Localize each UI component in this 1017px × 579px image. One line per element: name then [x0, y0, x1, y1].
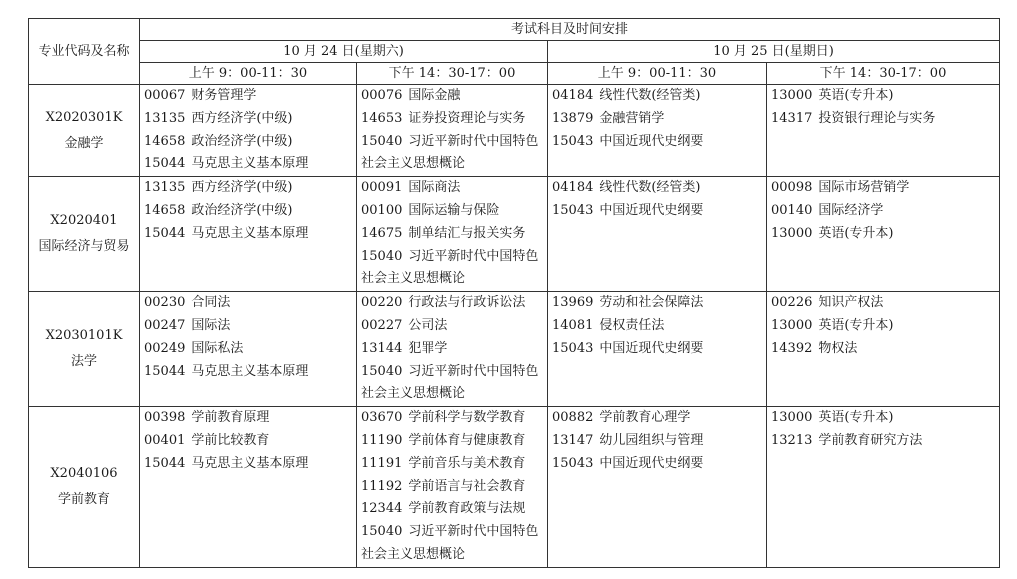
table-row	[29, 292, 1000, 407]
course-code: 00882	[552, 410, 594, 426]
course-code: 15040	[361, 363, 403, 379]
major-cell	[29, 292, 140, 407]
course-title: 学前教育原理	[191, 410, 270, 426]
course-title: 学前语言与社会教育	[408, 478, 526, 494]
course-item	[361, 476, 543, 499]
session-cell-d1pm	[357, 85, 548, 177]
course-code: 13000	[771, 225, 813, 241]
course-item	[361, 131, 543, 154]
course-code: 15044	[144, 455, 186, 471]
course-item	[144, 361, 352, 384]
course-code: 13000	[771, 317, 813, 333]
course-item	[144, 153, 352, 176]
course-item	[361, 108, 543, 131]
course-title: 马克思主义基本原理	[191, 363, 309, 379]
course-code: 15040	[361, 133, 403, 149]
course-item	[771, 338, 995, 361]
course-title: 国际商法	[408, 180, 461, 196]
session-cell-d2am	[548, 85, 767, 177]
course-item	[361, 85, 543, 108]
session-cell-d1pm	[357, 407, 548, 568]
course-title: 国际金融	[408, 88, 461, 103]
course-item	[361, 292, 543, 315]
course-title: 犯罪学	[408, 340, 448, 356]
course-title: 中国近现代史纲要	[599, 133, 704, 149]
course-code: 14081	[552, 317, 594, 333]
major-code: X2020401	[50, 213, 118, 229]
course-title: 习近平新时代中国特色	[408, 363, 539, 379]
course-code: 14317	[771, 110, 813, 126]
major-name: 金融学	[64, 135, 104, 151]
session-cell-d2am	[548, 407, 767, 568]
course-title: 政治经济学(中级)	[191, 133, 293, 149]
course-title: 英语(专升本)	[818, 410, 894, 426]
course-title: 劳动和社会保障法	[599, 295, 704, 311]
major-cell	[29, 407, 140, 568]
course-title: 金融营销学	[599, 110, 665, 126]
course-code: 15043	[552, 455, 594, 471]
course-title: 习近平新时代中国特色	[408, 248, 539, 264]
course-code: 00226	[771, 295, 813, 311]
course-item	[552, 407, 762, 430]
course-title: 物权法	[818, 340, 858, 356]
course-item	[361, 361, 543, 384]
course-code: 15043	[552, 340, 594, 356]
course-title: 幼儿园组织与管理	[599, 432, 704, 448]
course-item	[361, 338, 543, 361]
session-cell-d1am	[140, 407, 357, 568]
major-name: 学前教育	[57, 491, 110, 507]
course-title: 国际经济学	[818, 202, 884, 218]
course-title: 习近平新时代中国特色	[408, 133, 539, 149]
session-cell-d1am	[140, 177, 357, 292]
course-code: 15044	[144, 156, 186, 172]
course-code: 15043	[552, 133, 594, 149]
header-row-sessions	[29, 63, 1000, 85]
day2-header: 10 月 25 日(星期日)	[548, 41, 1000, 63]
course-code: 13879	[552, 110, 594, 126]
course-item	[361, 521, 543, 544]
course-item	[361, 498, 543, 521]
course-code: 00227	[361, 317, 403, 333]
session-cell-d1pm	[357, 292, 548, 407]
course-item	[771, 108, 995, 131]
course-title: 财务管理学	[191, 88, 257, 103]
course-title: 证券投资理论与实务	[408, 110, 526, 126]
course-item	[771, 315, 995, 338]
course-title: 学前音乐与美术教育	[408, 455, 526, 471]
course-item	[771, 200, 995, 223]
course-item	[361, 315, 543, 338]
course-code: 12344	[361, 501, 403, 517]
course-code: 00249	[144, 340, 186, 356]
course-title-continuation: 社会主义思想概论	[361, 156, 466, 172]
course-title: 政治经济学(中级)	[191, 202, 293, 218]
course-title: 学前体育与健康教育	[408, 432, 526, 448]
course-code: 14653	[361, 110, 403, 126]
course-item	[361, 430, 543, 453]
header-row-title	[29, 19, 1000, 41]
day2-am-header: 上午 9：00-11：30	[548, 63, 767, 85]
course-item	[552, 315, 762, 338]
course-code: 04184	[552, 180, 594, 196]
course-item	[361, 177, 543, 200]
course-title: 国际法	[191, 317, 231, 333]
course-item	[552, 85, 762, 108]
day2-pm-header: 下午 14：30-17：00	[767, 63, 1000, 85]
table-row	[29, 177, 1000, 292]
course-item	[144, 338, 352, 361]
course-title: 线性代数(经管类)	[599, 88, 701, 103]
course-code: 15044	[144, 363, 186, 379]
course-code: 14658	[144, 202, 186, 218]
course-item	[552, 292, 762, 315]
course-item	[552, 200, 762, 223]
session-cell-d2pm	[767, 407, 1000, 568]
course-item	[144, 177, 352, 200]
course-title: 中国近现代史纲要	[599, 202, 704, 218]
day1-am-header: 上午 9：00-11：30	[140, 63, 357, 85]
session-cell-d2pm	[767, 85, 1000, 177]
schedule-body	[29, 85, 1000, 568]
course-code: 13000	[771, 410, 813, 426]
course-title-continuation: 社会主义思想概论	[361, 271, 466, 287]
course-code: 13135	[144, 180, 186, 196]
table-row	[29, 407, 1000, 568]
course-item	[361, 246, 543, 269]
course-item	[771, 223, 995, 246]
course-item	[144, 453, 352, 476]
session-cell-d1am	[140, 292, 357, 407]
course-title: 学前教育心理学	[599, 410, 691, 426]
course-code: 03670	[361, 410, 403, 426]
course-code: 11191	[361, 455, 403, 471]
course-item	[144, 315, 352, 338]
course-code: 00091	[361, 180, 403, 196]
course-title: 投资银行理论与实务	[818, 110, 936, 126]
major-name: 法学	[70, 354, 97, 370]
major-code: X2040106	[50, 465, 118, 481]
course-title: 知识产权法	[818, 295, 884, 311]
day1-header: 10 月 24 日(星期六)	[140, 41, 548, 63]
course-code: 00220	[361, 295, 403, 311]
course-code: 13969	[552, 295, 594, 311]
course-title: 学前比较教育	[191, 432, 270, 448]
course-title: 线性代数(经管类)	[599, 180, 701, 196]
course-code: 15043	[552, 202, 594, 218]
course-title: 制单结汇与报关实务	[408, 225, 526, 241]
course-item	[552, 177, 762, 200]
course-title: 学前教育研究方法	[818, 432, 923, 448]
course-item	[552, 338, 762, 361]
major-name: 国际经济与贸易	[38, 239, 130, 255]
course-item	[144, 131, 352, 154]
course-title: 英语(专升本)	[818, 88, 894, 103]
table-row	[29, 85, 1000, 177]
course-item	[361, 223, 543, 246]
course-code: 11190	[361, 432, 403, 448]
course-code: 15040	[361, 524, 403, 540]
session-cell-d2pm	[767, 292, 1000, 407]
course-title: 马克思主义基本原理	[191, 455, 309, 471]
course-item	[361, 200, 543, 223]
course-title-continuation: 社会主义思想概论	[361, 546, 466, 562]
course-title: 西方经济学(中级)	[191, 180, 293, 196]
course-title-continuation: 社会主义思想概论	[361, 386, 466, 402]
major-cell	[29, 85, 140, 177]
course-title: 中国近现代史纲要	[599, 455, 704, 471]
course-item	[552, 430, 762, 453]
course-item	[144, 85, 352, 108]
course-code: 00401	[144, 432, 186, 448]
course-code: 11192	[361, 478, 403, 494]
major-column-header: 专业代码及名称	[29, 19, 140, 85]
course-title: 侵权责任法	[599, 317, 665, 333]
course-code: 14675	[361, 225, 403, 241]
session-cell-d2am	[548, 292, 767, 407]
course-item	[771, 292, 995, 315]
course-title: 国际市场营销学	[818, 180, 910, 196]
session-cell-d1pm	[357, 177, 548, 292]
session-cell-d2pm	[767, 177, 1000, 292]
course-code: 00100	[361, 202, 403, 218]
course-title: 行政法与行政诉讼法	[408, 295, 526, 311]
course-code: 14658	[144, 133, 186, 149]
course-title: 合同法	[191, 295, 231, 311]
course-code: 13213	[771, 432, 813, 448]
course-item	[771, 85, 995, 108]
course-code: 00098	[771, 180, 813, 196]
course-code: 00067	[144, 88, 186, 103]
course-item	[144, 407, 352, 430]
course-title: 公司法	[408, 317, 448, 333]
course-code: 04184	[552, 88, 594, 103]
course-code: 15040	[361, 248, 403, 264]
course-code: 13135	[144, 110, 186, 126]
major-code: X2030101K	[45, 328, 123, 344]
course-item	[144, 430, 352, 453]
course-title: 国际私法	[191, 340, 244, 356]
course-item	[552, 453, 762, 476]
course-code: 00140	[771, 202, 813, 218]
course-code: 00076	[361, 88, 403, 103]
major-cell	[29, 177, 140, 292]
course-title: 马克思主义基本原理	[191, 156, 309, 172]
course-code: 00230	[144, 295, 186, 311]
course-title: 马克思主义基本原理	[191, 225, 309, 241]
schedule-title: 考试科目及时间安排	[140, 19, 1000, 41]
session-cell-d2am	[548, 177, 767, 292]
course-item	[361, 407, 543, 430]
course-item	[552, 108, 762, 131]
course-code: 00247	[144, 317, 186, 333]
course-title: 学前教育政策与法规	[408, 501, 526, 517]
course-item	[771, 177, 995, 200]
course-item	[144, 292, 352, 315]
course-title: 中国近现代史纲要	[599, 340, 704, 356]
course-item	[144, 223, 352, 246]
course-item	[144, 108, 352, 131]
course-title: 西方经济学(中级)	[191, 110, 293, 126]
course-item	[361, 453, 543, 476]
course-code: 13000	[771, 88, 813, 103]
course-code: 15044	[144, 225, 186, 241]
course-code: 13147	[552, 432, 594, 448]
course-title: 英语(专升本)	[818, 225, 894, 241]
course-item	[771, 407, 995, 430]
course-title: 国际运输与保险	[408, 202, 500, 218]
course-item	[552, 131, 762, 154]
course-item	[144, 200, 352, 223]
course-code: 00398	[144, 410, 186, 426]
course-title: 学前科学与数学教育	[408, 410, 526, 426]
day1-pm-header: 下午 14：30-17：00	[357, 63, 548, 85]
session-cell-d1am	[140, 85, 357, 177]
course-title: 习近平新时代中国特色	[408, 524, 539, 540]
course-code: 14392	[771, 340, 813, 356]
course-item	[771, 430, 995, 453]
exam-schedule-table	[28, 18, 1000, 568]
header-row-days	[29, 41, 1000, 63]
course-title: 英语(专升本)	[818, 317, 894, 333]
major-code: X2020301K	[45, 109, 123, 125]
course-code: 13144	[361, 340, 403, 356]
